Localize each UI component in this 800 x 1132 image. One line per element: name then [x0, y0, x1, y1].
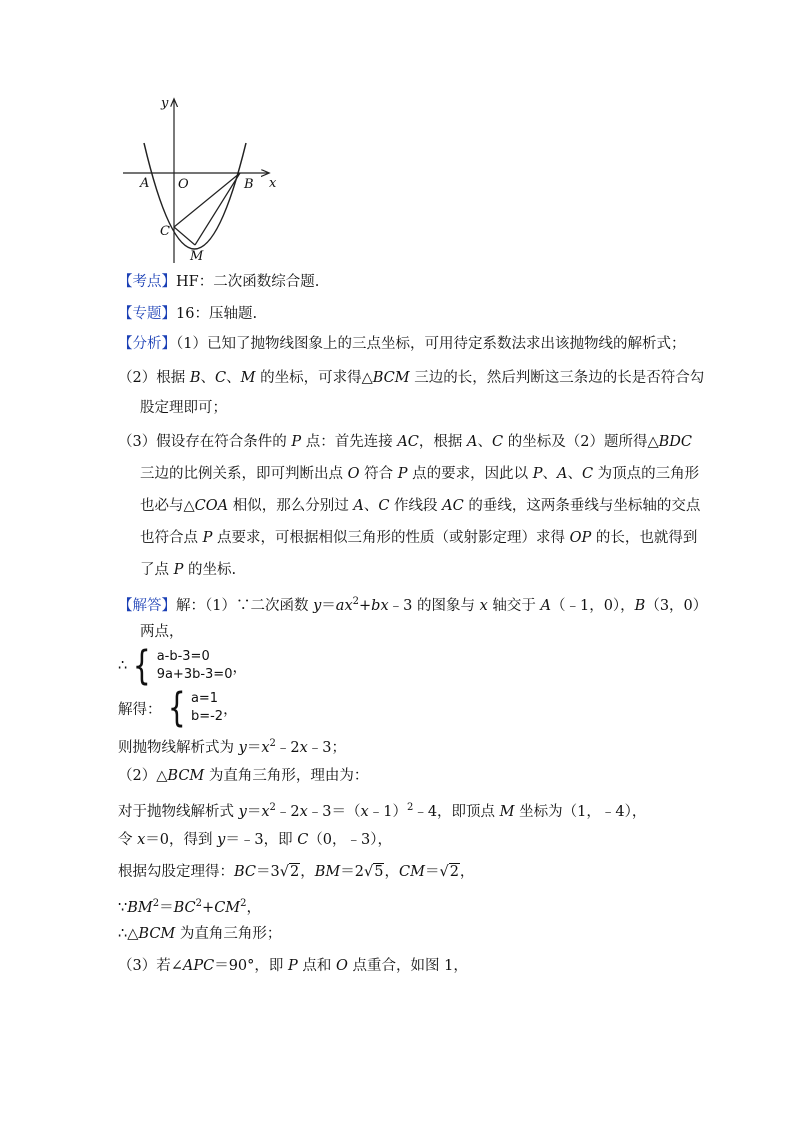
text: ﹣3； [307, 739, 347, 756]
text: （﹣1，0）， [550, 597, 635, 614]
text: 符合 [359, 466, 398, 482]
kaodian-tag: 【考点】 [118, 274, 176, 290]
equation-row: 9a+3b-3=0 [156, 667, 233, 682]
jieda-line-1 [118, 592, 707, 616]
text: OP [569, 530, 592, 546]
equation-row: a=1 [190, 691, 219, 706]
text: ＝0，得到 [145, 832, 218, 848]
text: y [313, 597, 322, 614]
text: 解：（1）∵二次函数 [176, 597, 314, 614]
text: x [261, 803, 270, 820]
text: P [288, 958, 298, 974]
sqrt-symbol: √5 [364, 864, 384, 880]
superscript: 2 [195, 898, 203, 909]
radicand: 2 [449, 864, 459, 880]
text: ＝ [246, 739, 262, 756]
text: 、 [200, 370, 215, 386]
jieda-tag: 【解答】 [118, 597, 176, 614]
text: ＝ [424, 864, 440, 880]
superscript: 2 [152, 898, 160, 909]
text: CM [214, 899, 241, 916]
equation-row: a-b-3=0 [156, 649, 210, 664]
text: 轴交于 [487, 597, 541, 614]
text: ＝ [321, 597, 336, 614]
text: 作线段 [389, 498, 443, 514]
brace-icon: { [133, 643, 151, 689]
text: P [202, 530, 213, 546]
text: y [238, 803, 247, 820]
text: 的坐标. [183, 562, 237, 578]
zhuanti-line [118, 304, 257, 324]
text: 、 [477, 434, 492, 450]
text: ﹣3＝（ [307, 803, 361, 820]
text: A [353, 498, 364, 514]
label-m: M [190, 249, 204, 264]
text: ＝2 [340, 864, 364, 880]
text: ﹣3 的图象与 [388, 597, 480, 614]
text: 股定理即可； [140, 400, 227, 416]
text: bx [371, 597, 389, 614]
fenxi-line-6 [140, 496, 700, 516]
parabola-figure [118, 95, 288, 265]
brace-icon: { [167, 685, 186, 731]
text: C [581, 466, 594, 482]
text: ， [300, 864, 315, 880]
text: 、 [363, 498, 379, 514]
text: 的垂线，这两条垂线与坐标轴的交点 [463, 498, 701, 514]
text: 的长，也就得到 [591, 530, 698, 546]
text: ， [246, 899, 262, 916]
text: ， [459, 864, 475, 880]
text: x [360, 803, 369, 820]
text: P [173, 562, 184, 578]
text: 为顶点的三角形 [593, 466, 700, 482]
jieda-line-6 [118, 830, 392, 850]
text: BM [314, 864, 341, 880]
jieda-line-3 [118, 734, 346, 758]
text: P [291, 434, 302, 450]
text: ，根据 [418, 434, 468, 450]
sqrt-symbol: √2 [439, 864, 459, 880]
fenxi-line-5 [140, 464, 699, 484]
text: APC [182, 958, 215, 974]
jieda-line-4 [118, 766, 368, 786]
jieda-line-7 [118, 862, 474, 882]
text: P [397, 466, 408, 482]
text: ＝3 [256, 864, 280, 880]
text: 了点 [140, 562, 174, 578]
text: ＝ [246, 803, 262, 820]
text: 点要求，可根据相似三角形的性质（或射影定理）求得 [212, 530, 570, 546]
text: AC [397, 434, 419, 450]
text: 坐标为（1，﹣4）， [514, 803, 647, 820]
text: y [238, 739, 247, 756]
equation-system-1 [118, 643, 247, 689]
text: BCM [372, 370, 410, 386]
label-o: O [178, 177, 189, 192]
text: （2）根据 [118, 370, 190, 386]
text: AC [442, 498, 464, 514]
text: M [499, 803, 515, 820]
jieda-line-8 [118, 894, 261, 918]
text: （3，0） [645, 597, 708, 614]
label-b: B [244, 177, 254, 192]
text: ＝90°，即 [214, 958, 289, 974]
text: BDC [658, 434, 692, 450]
text: M [240, 370, 256, 386]
jieda-line-9 [118, 924, 281, 944]
radicand: 2 [290, 864, 300, 880]
text: 的坐标，可求得△ [255, 370, 373, 386]
label-c: C [160, 224, 170, 239]
text: C [297, 832, 309, 848]
text: ， [384, 864, 399, 880]
text: 点：首先连接 [301, 434, 398, 450]
text: ＝ [159, 899, 174, 916]
text: （0，﹣3）， [308, 832, 392, 848]
system-rows [191, 690, 223, 726]
text: O [347, 466, 360, 482]
text: BCM [167, 768, 205, 784]
fenxi-line-3 [140, 398, 227, 418]
equation-row: b=-2 [190, 709, 224, 724]
jieda-line-5 [118, 798, 646, 822]
text: y [217, 832, 226, 848]
text: 令 [118, 832, 138, 848]
text: ， [232, 659, 247, 676]
text: + [359, 597, 372, 614]
text: 、 [542, 466, 557, 482]
text: x [261, 739, 270, 756]
sqrt-symbol: √2 [279, 864, 300, 880]
radicand: 5 [374, 864, 384, 880]
fenxi-line-2 [118, 368, 704, 388]
fenxi-line-7 [140, 528, 697, 548]
fenxi-text-1: （1）已知了抛物线图象上的三点坐标，可用待定系数法求出该抛物线的解析式； [176, 336, 686, 352]
label-a: A [140, 176, 150, 191]
text: 三边的比例关系，即可判断出点 [140, 466, 348, 482]
text: 、 [226, 370, 241, 386]
text: B [189, 370, 201, 386]
text: P [532, 466, 543, 482]
therefore-symbol: ∴ [118, 658, 128, 674]
text: ax [335, 597, 353, 614]
text: （3）假设存在符合条件的 [118, 434, 292, 450]
text: x [299, 739, 308, 756]
text: 也必与△ [140, 498, 195, 514]
segment-mb [195, 173, 240, 245]
text: 为直角三角形，理由为： [204, 768, 369, 784]
text: BCM [138, 926, 176, 942]
text: ﹣4，即顶点 [413, 803, 500, 820]
text: BM [127, 899, 153, 916]
text: 也符合点 [140, 530, 203, 546]
fenxi-tag: 【分析】 [118, 336, 176, 352]
text: ＝﹣3，即 [225, 832, 298, 848]
text: 两点， [140, 624, 184, 640]
text: C [215, 370, 227, 386]
zhuanti-tag: 【专题】 [118, 306, 176, 322]
text: 点重合，如图 1， [347, 958, 468, 974]
text: x [299, 803, 308, 820]
text: B [634, 597, 646, 614]
text: 相似，那么分别过 [228, 498, 354, 514]
text: O [336, 958, 348, 974]
text: 、 [567, 466, 582, 482]
superscript: 2 [240, 898, 247, 909]
text: A [467, 434, 478, 450]
zhuanti-text: 16：压轴题. [176, 306, 258, 322]
text: C [492, 434, 504, 450]
jieda-line-10 [118, 956, 468, 976]
text: CM [398, 864, 425, 880]
text: BC [234, 864, 257, 880]
text: 则抛物线解析式为 [118, 739, 239, 756]
text: 点的要求，因此以 [407, 466, 533, 482]
text: ﹣2 [275, 803, 300, 820]
text: C [378, 498, 390, 514]
superscript: 2 [269, 802, 276, 813]
superscript: 2 [406, 802, 414, 813]
fenxi-line-8 [140, 560, 236, 580]
system-rows [157, 648, 233, 684]
kaodian-line [118, 272, 319, 292]
text: 点和 [297, 958, 336, 974]
text: 解得： [118, 701, 162, 718]
text: ， [223, 701, 238, 718]
label-y: y [161, 96, 169, 111]
jieda-line-2 [140, 622, 184, 642]
text: ∴△ [118, 926, 139, 942]
text: A [540, 597, 551, 614]
text: 三边的长，然后判断这三条边的长是否符合勾 [409, 370, 705, 386]
text: x [479, 597, 488, 614]
fenxi-line-4 [118, 432, 692, 452]
text: ﹣2 [275, 739, 300, 756]
fenxi-line-1 [118, 334, 685, 354]
text: 对于抛物线解析式 [118, 803, 239, 820]
equation-system-2 [118, 685, 238, 731]
text: ﹣1） [368, 803, 407, 820]
text: A [556, 466, 568, 482]
text: （3）若∠ [118, 958, 183, 974]
label-x: x [269, 176, 277, 191]
text: 为直角三角形； [175, 926, 282, 942]
superscript: 2 [269, 738, 276, 749]
kaodian-text: HF：二次函数综合题. [176, 274, 320, 290]
superscript: 2 [352, 596, 359, 607]
text: BC [173, 899, 196, 916]
text: x [137, 832, 146, 848]
text: 根据勾股定理得： [118, 864, 234, 880]
text: COA [194, 498, 229, 514]
text: （2）△ [118, 768, 168, 784]
text: 的坐标及（2）题所得△ [503, 434, 659, 450]
text: ∵ [118, 899, 128, 916]
text: + [202, 899, 215, 916]
